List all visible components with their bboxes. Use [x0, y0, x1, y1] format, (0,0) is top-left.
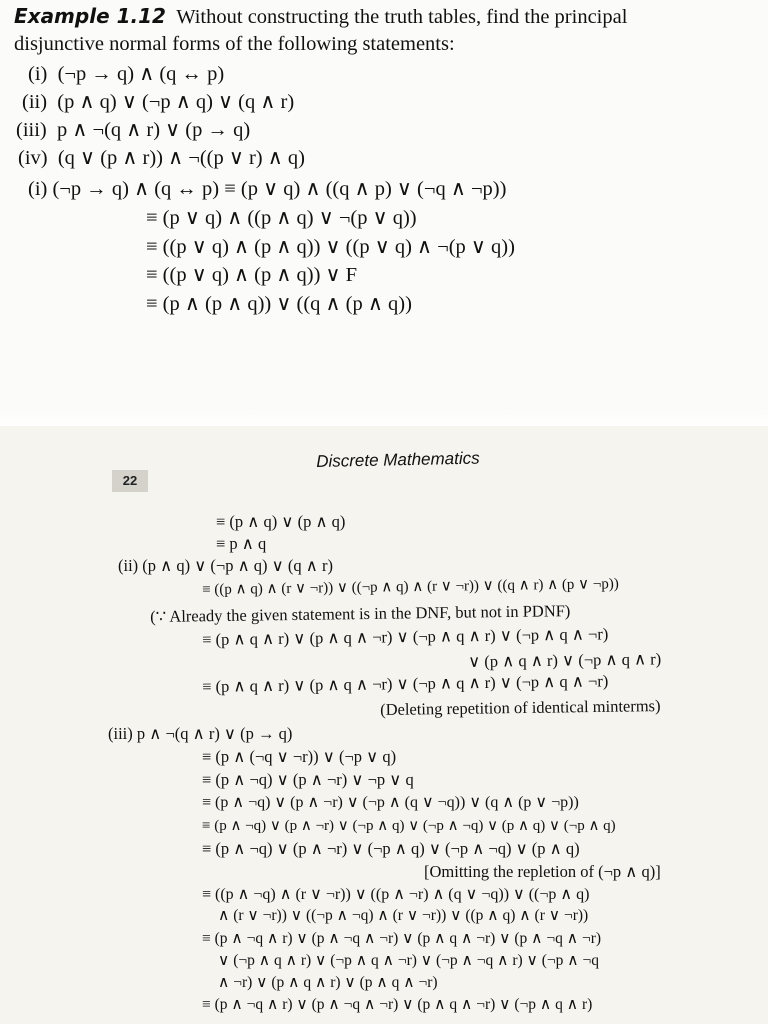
item-ii: (ii) (p ∧ q) ∨ (¬p ∧ q) ∨ (q ∧ r) [22, 91, 295, 113]
body-line-11: ≡ (p ∧ (¬q ∨ ¬r)) ∨ (¬p ∨ q) [202, 747, 397, 766]
page-number: 22 [112, 470, 148, 492]
body-line-7: ∨ (p ∧ q ∧ r) ∨ (¬p ∧ q ∧ r) [468, 649, 662, 671]
page-gap [0, 408, 768, 426]
body-line-3: (ii) (p ∧ q) ∨ (¬p ∧ q) ∨ (q ∧ r) [118, 556, 333, 575]
item-iii: (iii) p ∧ ¬(q ∧ r) ∨ (p → q) [16, 119, 251, 141]
body-line-4: ≡ ((p ∧ q) ∧ (r ∨ ¬r)) ∨ ((¬p ∧ q) ∧ (r ∨ ¬r)) ∨ ((q ∧ r) ∧ (p ∨ ¬p)) [202, 576, 619, 598]
body-line-6: ≡ (p ∧ q ∧ r) ∨ (p ∧ q ∧ ¬r) ∨ (¬p ∧ q ∧ r) ∨ (¬p ∧ q ∧ ¬r) [202, 624, 609, 649]
body-line-18: ∧ (r ∨ ¬r)) ∨ ((¬p ∧ ¬q) ∧ (r ∨ ¬r)) ∨ ((p ∧ q) ∧ (r ∨ ¬r)) [218, 907, 589, 924]
solution-i-line-5: ≡ (p ∧ (p ∧ q)) ∨ ((q ∧ (p ∧ q)) [146, 293, 412, 315]
body-line-10: (iii) p ∧ ¬(q ∧ r) ∨ (p → q) [108, 724, 293, 743]
body-line-19: ≡ (p ∧ ¬q ∧ r) ∨ (p ∧ ¬q ∧ ¬r) ∨ (p ∧ q ∧ ¬r) ∨ (p ∧ ¬q ∧ ¬r) [202, 930, 602, 947]
running-head: Discrete Mathematics [316, 448, 480, 471]
example-label: Example 1.12 [14, 4, 166, 28]
example-heading [14, 4, 627, 29]
body-line-1: ≡ (p ∧ q) ∨ (p ∧ q) [216, 512, 346, 531]
body-line-14: ≡ (p ∧ ¬q) ∨ (p ∧ ¬r) ∨ (¬p ∧ q) ∨ (¬p ∧ ¬q) ∨ (p ∧ q) ∨ (¬p ∧ q) [202, 818, 616, 834]
item-i: (i) (¬p → q) ∧ (q ↔ p) [28, 63, 225, 85]
intro-line-1: Without constructing the truth tables, find the principal [176, 6, 628, 28]
body-line-17: ≡ ((p ∧ ¬q) ∧ (r ∨ ¬r)) ∨ ((p ∧ ¬r) ∧ (q ∨ ¬q)) ∨ ((¬p ∧ q) [202, 886, 590, 903]
intro-line-2: disjunctive normal forms of the following statements: [14, 33, 455, 55]
body-line-16: [Omitting the repletion of (¬p ∧ q)] [424, 862, 661, 881]
body-line-15: ≡ (p ∧ ¬q) ∨ (p ∧ ¬r) ∨ (¬p ∧ q) ∨ (¬p ∧ ¬q) ∨ (p ∧ q) [202, 839, 580, 858]
body-line-5: (∵ Already the given statement is in the DNF, but not in PDNF) [150, 601, 571, 626]
solution-i-line-3: ≡ ((p ∨ q) ∧ (p ∧ q)) ∨ ((p ∨ q) ∧ ¬(p ∨ q)) [146, 236, 515, 258]
solution-i-line-1: (i) (¬p → q) ∧ (q ↔ p) ≡ (p ∨ q) ∧ ((q ∧ p) ∨ (¬q ∧ ¬p)) [28, 178, 507, 200]
body-line-9: (Deleting repetition of identical minterms) [380, 696, 661, 719]
body-line-2: ≡ p ∧ q [216, 534, 267, 553]
item-iv: (iv) (q ∨ (p ∧ r)) ∧ ¬((p ∨ r) ∧ q) [18, 147, 305, 169]
body-line-13: ≡ (p ∧ ¬q) ∨ (p ∧ ¬r) ∨ (¬p ∧ (q ∨ ¬q)) ∨ (q ∧ (p ∨ ¬p)) [202, 794, 579, 811]
body-line-12: ≡ (p ∧ ¬q) ∨ (p ∧ ¬r) ∨ ¬p ∨ q [202, 770, 414, 789]
body-line-22: ≡ (p ∧ ¬q ∧ r) ∨ (p ∧ ¬q ∧ ¬r) ∨ (p ∧ q ∧ ¬r) ∨ (¬p ∧ q ∧ r) [202, 996, 593, 1013]
body-line-20: ∨ (¬p ∧ q ∧ r) ∨ (¬p ∧ q ∧ ¬r) ∨ (¬p ∧ ¬q ∧ r) ∨ (¬p ∧ ¬q [218, 952, 599, 969]
solution-i-line-2: ≡ (p ∨ q) ∧ ((p ∧ q) ∨ ¬(p ∨ q)) [146, 207, 417, 229]
solution-i-line-4: ≡ ((p ∨ q) ∧ (p ∧ q)) ∨ F [146, 264, 358, 286]
body-line-21: ∧ ¬r) ∨ (p ∧ q ∧ r) ∨ (p ∧ q ∧ ¬r) [218, 974, 438, 991]
body-line-8: ≡ (p ∧ q ∧ r) ∨ (p ∧ q ∧ ¬r) ∨ (¬p ∧ q ∧ r) ∨ (¬p ∧ q ∧ ¬r) [202, 671, 609, 696]
